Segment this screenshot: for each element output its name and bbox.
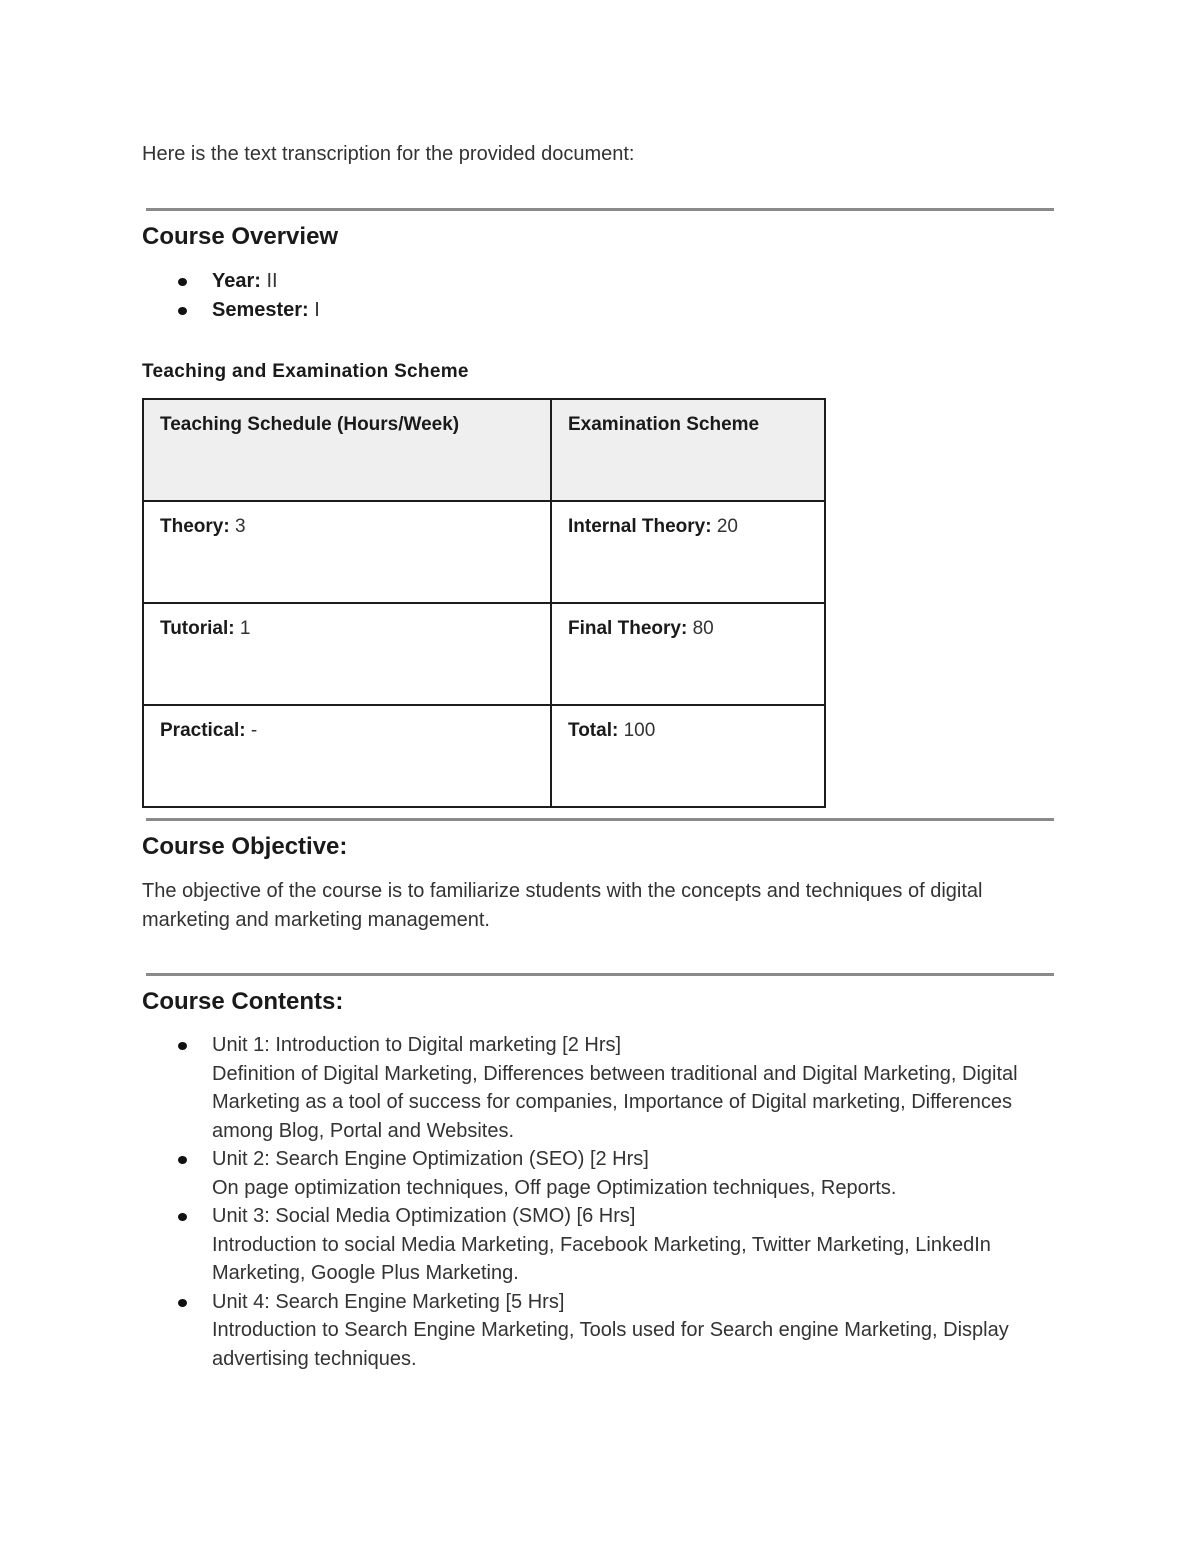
unit-title: Unit 4: Search Engine Marketing [5 Hrs] bbox=[212, 1290, 565, 1313]
semester-value: I bbox=[308, 298, 320, 321]
table-cell bbox=[551, 603, 825, 705]
list-item bbox=[0, 1031, 1062, 1145]
unit-description: Introduction to social Media Marketing, Facebook Marketing, Twitter Marketing, LinkedIn Marketing, Google Plus Marketing. bbox=[212, 1233, 991, 1284]
unit-title: Unit 1: Introduction to Digital marketing [2 Hrs] bbox=[212, 1034, 622, 1056]
overview-item-year bbox=[0, 267, 320, 296]
bullet-icon bbox=[178, 1299, 187, 1307]
list-item bbox=[0, 1288, 1062, 1374]
cell-label: Theory: bbox=[160, 516, 230, 537]
table-cell bbox=[551, 705, 825, 807]
cell-value: 1 bbox=[234, 618, 251, 639]
horizontal-rule bbox=[146, 208, 1054, 211]
horizontal-rule bbox=[146, 818, 1054, 821]
unit-description: On page optimization techniques, Off page Optimization techniques, Reports. bbox=[212, 1176, 897, 1199]
semester-label: Semester: bbox=[212, 298, 309, 321]
bullet-icon bbox=[178, 307, 187, 315]
bullet-icon bbox=[178, 1042, 187, 1050]
table-row bbox=[143, 603, 825, 705]
cell-value: - bbox=[245, 720, 258, 741]
unit-description: Definition of Digital Marketing, Differences between traditional and Digital Marketing, Digital Marketing as a tool of success for companies, Importance of Digital marketing, Differences among Blog, Portal and Websites. bbox=[212, 1062, 1018, 1142]
bullet-icon bbox=[178, 1213, 187, 1221]
table-cell bbox=[551, 501, 825, 603]
cell-value: 3 bbox=[229, 516, 246, 537]
horizontal-rule bbox=[146, 973, 1054, 976]
table-header-row bbox=[143, 399, 825, 501]
table-row bbox=[143, 501, 825, 603]
year-label: Year: bbox=[212, 270, 261, 292]
table-cell bbox=[143, 603, 551, 705]
cell-label: Final Theory: bbox=[568, 618, 688, 639]
cell-value: 80 bbox=[687, 618, 714, 639]
cell-value: 20 bbox=[711, 516, 738, 537]
table-row bbox=[143, 705, 825, 807]
table-cell bbox=[143, 501, 551, 603]
overview-item-semester bbox=[0, 296, 320, 325]
unit-title: Unit 2: Search Engine Optimization (SEO) [2 Hrs] bbox=[212, 1148, 649, 1170]
header-examination-scheme: Examination Scheme bbox=[551, 399, 825, 501]
course-contents-heading: Course Contents: bbox=[142, 988, 344, 1015]
objective-text: The objective of the course is to familiarize students with the concepts and techniques of digital marketing and marketing management. bbox=[142, 880, 983, 931]
year-value: II bbox=[260, 270, 278, 292]
cell-label: Total: bbox=[568, 720, 619, 741]
cell-value: 100 bbox=[618, 720, 656, 741]
scheme-table bbox=[142, 398, 826, 808]
scheme-heading: Teaching and Examination Scheme bbox=[142, 361, 469, 382]
intro-text: Here is the text transcription for the provided document: bbox=[142, 143, 635, 165]
list-item bbox=[0, 1202, 1062, 1288]
table-cell bbox=[143, 705, 551, 807]
course-overview-heading: Course Overview bbox=[142, 223, 339, 250]
cell-label: Tutorial: bbox=[160, 618, 235, 639]
cell-label: Practical: bbox=[160, 720, 246, 741]
units-list bbox=[0, 1031, 1062, 1373]
course-objective-heading: Course Objective: bbox=[142, 833, 348, 860]
list-item bbox=[0, 1145, 1062, 1202]
unit-description: Introduction to Search Engine Marketing, Tools used for Search engine Marketing, Display advertising techniques. bbox=[212, 1319, 1009, 1370]
cell-label: Internal Theory: bbox=[568, 516, 712, 537]
overview-list bbox=[0, 267, 320, 324]
bullet-icon bbox=[178, 278, 187, 286]
header-teaching-schedule: Teaching Schedule (Hours/Week) bbox=[143, 399, 551, 501]
bullet-icon bbox=[178, 1156, 187, 1164]
unit-title: Unit 3: Social Media Optimization (SMO) [6 Hrs] bbox=[212, 1205, 636, 1227]
